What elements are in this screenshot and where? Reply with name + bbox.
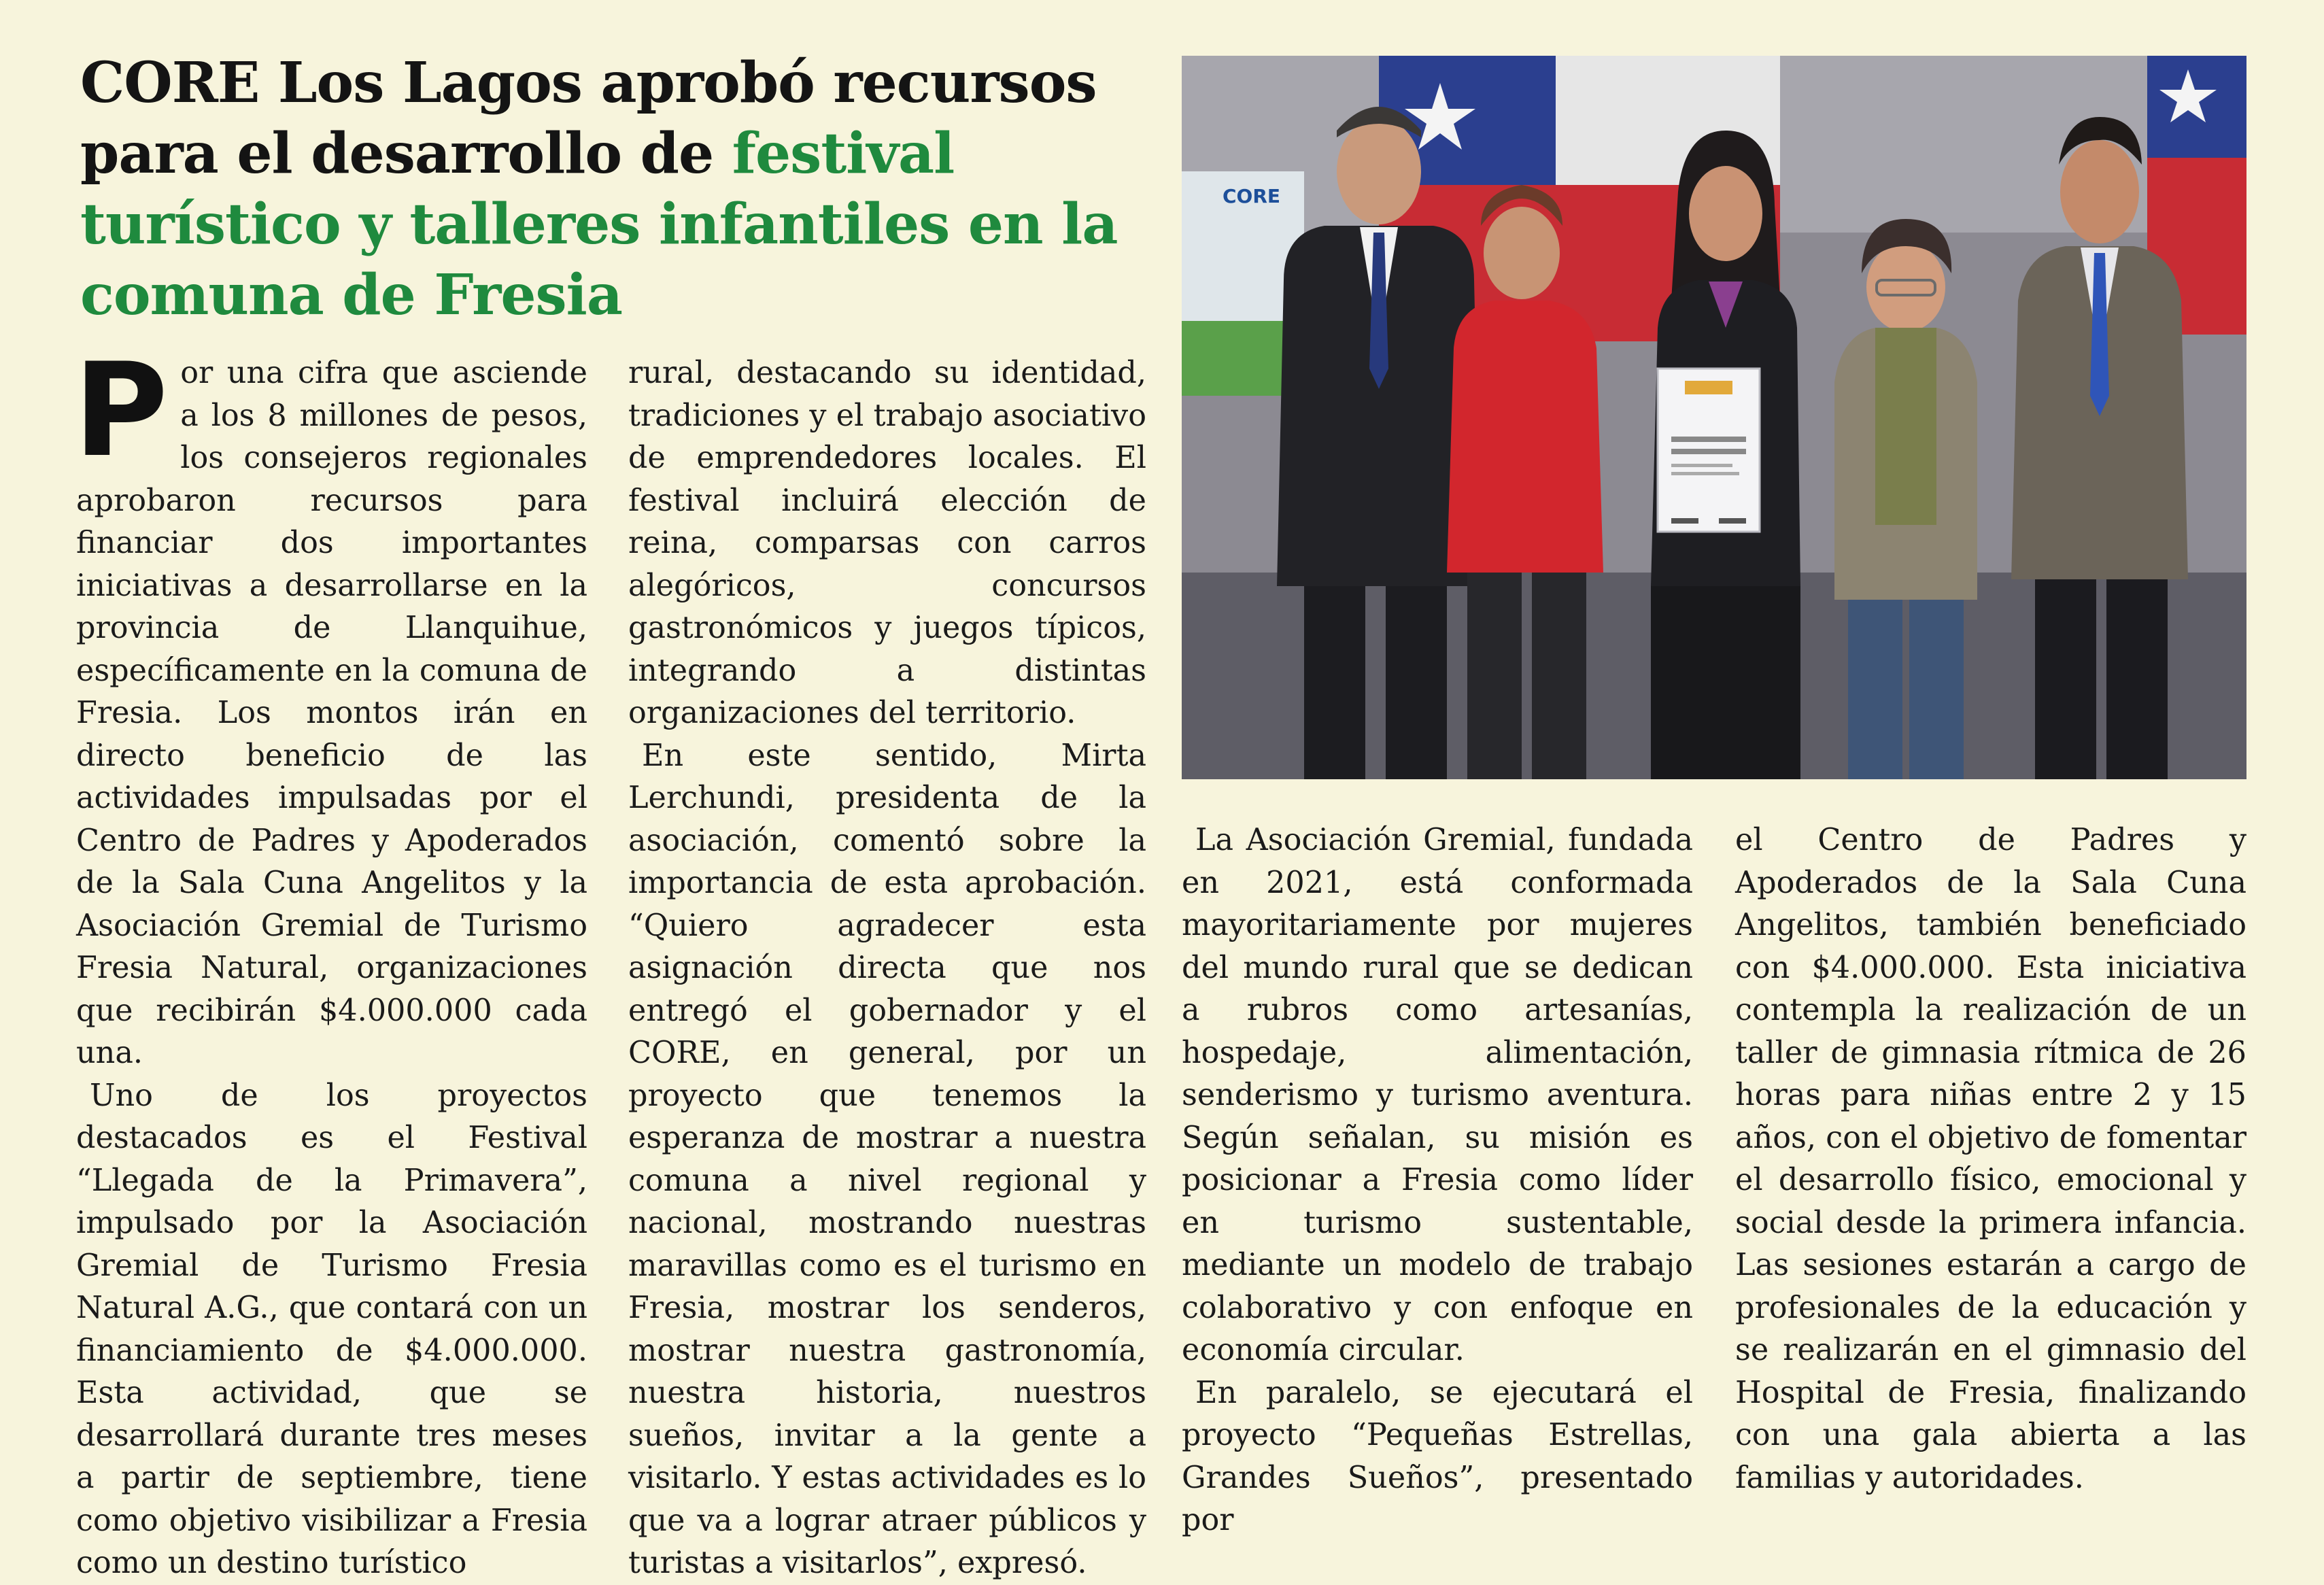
article-column-4: [1735, 819, 2246, 1499]
article-column-2: [628, 352, 1146, 1585]
group-photo-illustration: [1182, 56, 2246, 779]
headline: [80, 48, 1141, 330]
article-column-1: [73, 335, 587, 1585]
article-photo: [1182, 56, 2246, 779]
article-column-3: [1182, 819, 1693, 1542]
banner-text: CORE: [1223, 185, 1281, 207]
headline-main: CORE Los Lagos aprobó recursos para el desarrollo de: [80, 50, 1097, 186]
drop-cap: P: [73, 335, 169, 485]
paragraph: La Asociación Gremial, fundada en 2021, está conformada mayoritariamente por mujeres del mundo rural que se dedican a rubros como artesanías, hospedaje, alimentación, senderismo y turismo aventura. Según señalan, su misión es posicionar a Fresia como líder en turismo sustentable, mediante un modelo de trabajo colaborativo y con enfoque en economía circular.: [1182, 823, 1693, 1367]
paragraph-text: or una cifra que asciende a los 8 millones de pesos, los consejeros regionales aprobaron recursos para financiar dos importantes iniciativas a desarrollarse en la provincia de Llanquihue, específicamente en la comuna de Fresia. Los montos irán en directo beneficio de las actividades impulsadas por el Centro de Padres y Apoderados de la Sala Cuna Angelitos y la Asociación Gremial de Turismo Fresia Natural, organizaciones que recibirán $4.000.000 cada una.: [76, 356, 587, 1070]
paragraph: el Centro de Padres y Apoderados de la Sala Cuna Angelitos, también beneficiado con $4.000.000. Esta iniciativa contempla la realización de un taller de gimnasia rítmica de 26 horas para niñas entre 2 y 15 años, con el objetivo de fomentar el desarrollo físico, emocional y social desde la primera infancia. Las sesiones estarán a cargo de profesionales de la educación y se realizarán en el gimnasio del Hospital de Fresia, finalizando con una gala abierta a las familias y autoridades.: [1735, 823, 2246, 1495]
paragraph: [73, 335, 587, 1075]
certificate: [1658, 369, 1760, 532]
paragraph: En este sentido, Mirta Lerchundi, presidenta de la asociación, comentó sobre la importancia de esta aprobación. “Quiero agradecer esta asignación directa que nos entregó el gobernador y el CORE, en general, por un proyecto que tenemos la esperanza de mostrar a nuestra comuna a nivel regional y nacional, mostrando nuestras maravillas como es el turismo en Fresia, mostrar los senderos, mostrar nuestra gastronomía, nuestra historia, nuestros sueños, invitar a la gente a visitarlo. Y estas actividades es lo que va a lograr atraer públicos y turistas a visitarlos”, expresó.: [628, 738, 1146, 1580]
paragraph: Uno de los proyectos destacados es el Festival “Llegada de la Primavera”, impulsado por la Asociación Gremial de Turismo Fresia Natural A.G., que contará con un financiamiento de $4.000.000. Esta actividad, que se desarrollará durante tres meses a partir de septiembre, tiene como objetivo visibilizar a Fresia como un destino turístico: [76, 1078, 587, 1580]
headline-highlight: festival turístico y talleres infantiles en la comuna de Fresia: [80, 121, 1118, 328]
paragraph: En paralelo, se ejecutará el proyecto “Pequeñas Estrellas, Grandes Sueños”, presentado por: [1182, 1375, 1693, 1537]
paragraph: rural, destacando su identidad, tradiciones y el trabajo asociativo de emprendedores locales. El festival incluirá elección de reina, comparsas con carros alegóricos, concursos gastronómicos y juegos típicos, integrando a distintas organizaciones del territorio.: [628, 356, 1146, 730]
